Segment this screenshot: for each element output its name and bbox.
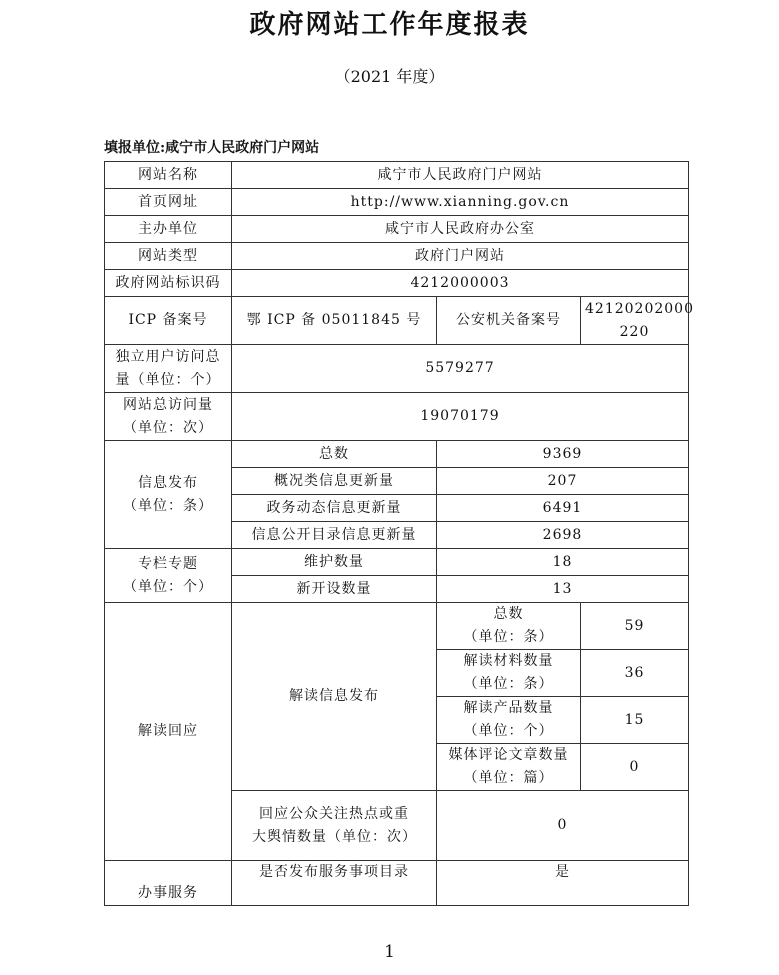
materials-value: 36 <box>581 650 689 697</box>
homepage-value: http://www.xianning.gov.cn <box>232 189 689 216</box>
products-label-line1: 解读产品数量 <box>463 700 554 716</box>
site-name-value: 咸宁市人民政府门户网站 <box>232 162 689 189</box>
info-label-line2: （单位：条） <box>123 497 213 514</box>
table-row <box>105 393 689 441</box>
site-id-value: 4212000003 <box>232 270 689 297</box>
overview-label: 概况类信息更新量 <box>232 468 437 495</box>
interp-total-label <box>437 603 581 650</box>
respond-value: 0 <box>437 791 689 861</box>
page-title: 政府网站工作年度报表 <box>249 10 530 40</box>
table-row <box>105 549 689 576</box>
products-label <box>437 697 581 744</box>
interpret-label: 解读回应 <box>105 603 232 861</box>
site-type-label: 网站类型 <box>105 243 232 270</box>
materials-label-line2: （单位：条） <box>463 676 554 692</box>
maintain-label: 维护数量 <box>232 549 437 576</box>
catalog-label: 信息公开目录信息更新量 <box>232 522 437 549</box>
interpret-pub-label: 解读信息发布 <box>232 603 437 791</box>
service-catalog-label: 是否发布服务事项目录 <box>232 861 437 906</box>
catalog-value: 2698 <box>437 522 689 549</box>
police-label: 公安机关备案号 <box>437 297 581 345</box>
site-type-value: 政府门户网站 <box>232 243 689 270</box>
sponsor-label: 主办单位 <box>105 216 232 243</box>
report-year: （2021 年度） <box>334 67 445 86</box>
media-value: 0 <box>581 744 689 791</box>
media-label <box>437 744 581 791</box>
respond-label: 回应公众关注热点或重大舆情数量（单位：次） <box>232 791 437 861</box>
affairs-value: 6491 <box>437 495 689 522</box>
sponsor-value: 咸宁市人民政府办公室 <box>232 216 689 243</box>
table-row <box>105 861 689 906</box>
uv-value: 5579277 <box>232 345 689 393</box>
products-value: 15 <box>581 697 689 744</box>
table-row <box>105 243 689 270</box>
interp-total-label-line2: （单位：条） <box>463 629 554 645</box>
interp-total-value: 59 <box>581 603 689 650</box>
table-row <box>105 297 689 345</box>
overview-value: 207 <box>437 468 689 495</box>
uv-label: 独立用户访问总量（单位：个） <box>105 345 232 393</box>
info-label <box>105 441 232 549</box>
service-catalog-value: 是 <box>437 861 689 906</box>
service-label: 办事服务 <box>105 861 232 906</box>
table-row <box>105 270 689 297</box>
police-value: 42120202000 220 <box>581 297 689 345</box>
table-row <box>105 603 689 650</box>
homepage-label: 首页网址 <box>105 189 232 216</box>
products-label-line2: （单位：个） <box>463 723 554 739</box>
new-label: 新开设数量 <box>232 576 437 603</box>
pv-value: 19070179 <box>232 393 689 441</box>
column-label-line2: （单位：个） <box>123 578 213 595</box>
column-label-line1: 专栏专题 <box>138 555 198 572</box>
page-number: 1 <box>384 942 395 962</box>
column-label <box>105 549 232 603</box>
icp-value: 鄂 ICP 备 05011845 号 <box>232 297 437 345</box>
media-label-line2: （单位：篇） <box>463 770 554 786</box>
fill-unit: 填报单位:咸宁市人民政府门户网站 <box>104 140 320 156</box>
materials-label <box>437 650 581 697</box>
pv-label: 网站总访问量（单位：次） <box>105 393 232 441</box>
table-row <box>105 441 689 468</box>
affairs-label: 政务动态信息更新量 <box>232 495 437 522</box>
new-value: 13 <box>437 576 689 603</box>
report-table <box>104 161 694 906</box>
info-total-label: 总数 <box>232 441 437 468</box>
maintain-value: 18 <box>437 549 689 576</box>
info-label-line1: 信息发布 <box>138 474 198 491</box>
materials-label-line1: 解读材料数量 <box>463 653 554 669</box>
table-row <box>105 189 689 216</box>
table-row <box>105 216 689 243</box>
icp-label: ICP 备案号 <box>105 297 232 345</box>
media-label-line1: 媒体评论文章数量 <box>448 747 569 763</box>
table-row <box>105 345 689 393</box>
site-id-label: 政府网站标识码 <box>105 270 232 297</box>
info-total-value: 9369 <box>437 441 689 468</box>
table-row <box>105 162 689 189</box>
interp-total-label-line1: 总数 <box>493 606 524 622</box>
site-name-label: 网站名称 <box>105 162 232 189</box>
